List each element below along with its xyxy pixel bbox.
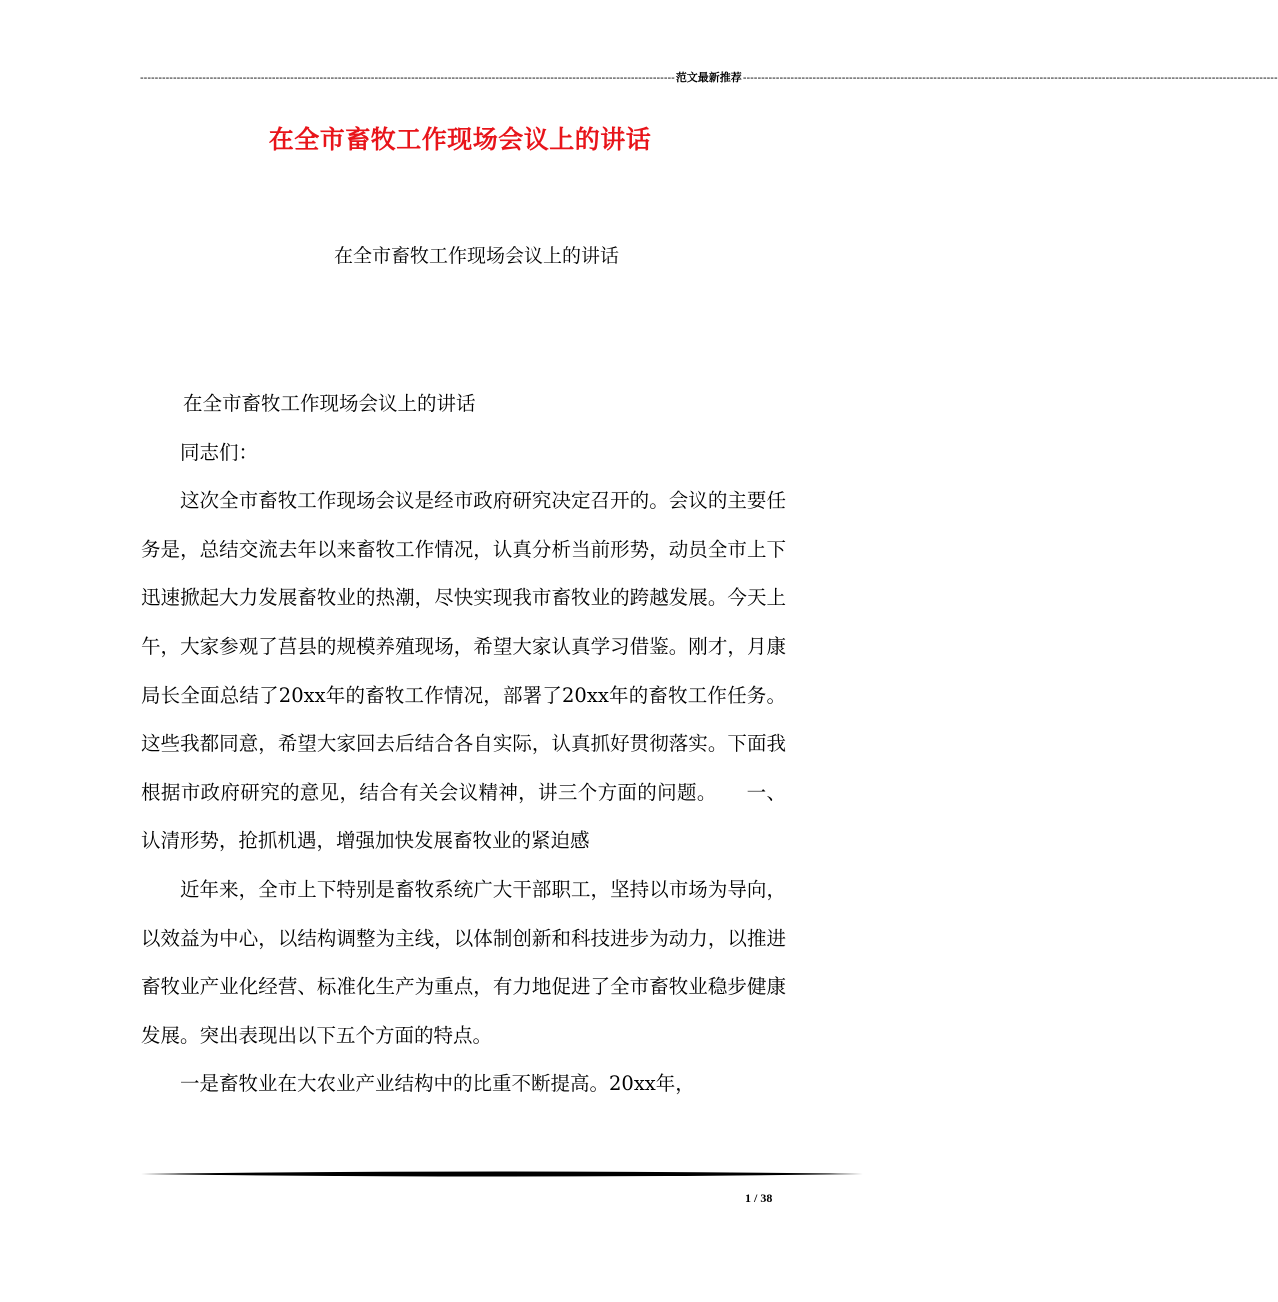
document-title: 在全市畜牧工作现场会议上的讲话 [268,125,652,154]
header-left-rule: -------------------------------------------------------------------------------------------------------------------------------------------------- [140,72,675,84]
body-paragraph: 这次全市畜牧工作现场会议是经市政府研究决定召开的。会议的主要任务是，总结交流去年以来畜牧工作情况，认真分析当前形势，动员全市上下迅速掀起大力发展畜牧业的热潮，尽快实现我市畜牧业的跨越发展。今天上午，大家参观了莒县的规模养殖现场，希望大家认真学习借鉴。刚才，月康局长全面总结了20xx年的畜牧工作情况，部署了20xx年的畜牧工作任务。这些我都同意，希望大家回去后结合各自实际，认真抓好贯彻落实。下面我根据市政府研究的意见，结合有关会议精神，讲三个方面的问题。 一、认清形势，抢抓机遇，增强加快发展畜牧业的紧迫感 [141,489,786,853]
body-paragraph: 在全市畜牧工作现场会议上的讲话 [183,392,476,415]
body-paragraph: 近年来，全市上下特别是畜牧系统广大干部职工，坚持以市场为导向，以效益为中心，以结构调整为主线，以体制创新和科技进步为动力，以推进畜牧业产业化经营、标准化生产为重点，有力地促进了全市畜牧业稳步健康发展。突出表现出以下五个方面的特点。 [141,877,786,1047]
header-label: 范文最新推荐 [675,72,742,84]
body-paragraph: 一是畜牧业在大农业产业结构中的比重不断提高。20xx年， [180,1072,695,1096]
page-header [140,70,1278,86]
page-number: 1 / 38 [745,1191,773,1205]
document-body [141,380,786,1109]
body-paragraph: 同志们： [180,440,259,464]
document-subtitle: 在全市畜牧工作现场会议上的讲话 [334,245,620,267]
header-right-rule: -------------------------------------------------------------------------------------------------------------------------------------------------- [742,72,1278,84]
footer-divider [141,1170,863,1178]
